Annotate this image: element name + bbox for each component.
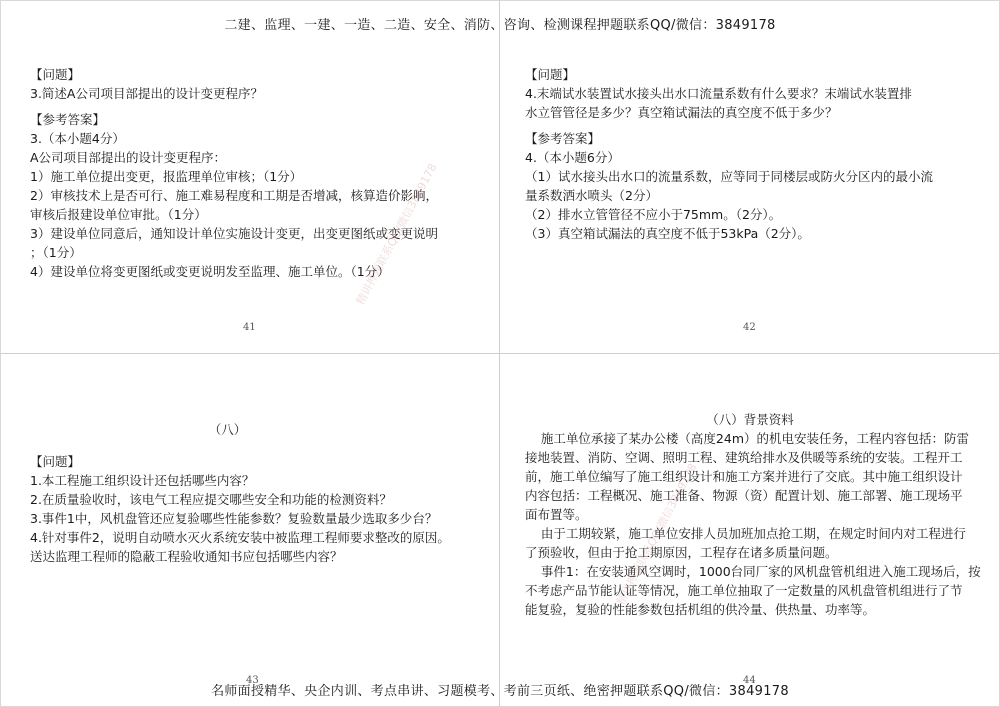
watermark: 精讲押题联系QQ/微信3849178 <box>353 161 440 308</box>
question-heading: 【问题】 <box>30 67 81 82</box>
section-title: （八） <box>208 422 247 437</box>
answer-heading: 【参考答案】 <box>525 131 601 146</box>
page-44 <box>525 429 990 619</box>
page-42 <box>525 65 985 243</box>
question-text: 3.简述A公司项目部提出的设计变更程序？ <box>30 86 263 101</box>
question-text: 1.本工程施工组织设计还包括哪些内容？ <box>30 473 255 488</box>
background-line: 由于工期较紧，施工单位安排人员加班加点抢工期，在规定时间内对工程进行 <box>525 526 966 541</box>
question-text: 水立管管径是多少？真空箱试漏法的真空度不低于多少？ <box>525 105 838 120</box>
answer-line: 审核后报建设单位审批。（1分） <box>30 207 207 222</box>
page-number: 42 <box>743 322 756 333</box>
question-heading: 【问题】 <box>525 67 576 82</box>
page-number: 41 <box>243 322 256 333</box>
answer-line: A公司项目部提出的设计变更程序： <box>30 150 227 165</box>
answer-line: 3）建设单位同意后，通知设计单位实施设计变更，出变更图纸或变更说明 <box>30 226 438 241</box>
page-41 <box>30 65 485 281</box>
answer-line: 1）施工单位提出变更，报监理单位审核；（1分） <box>30 169 303 184</box>
answer-line: 4）建设单位将变更图纸或变更说明发至监理、施工单位。（1分） <box>30 264 390 279</box>
background-line: 内容包括：工程概况、施工准备、物源（资）配置计划、施工部署、施工现场平 <box>525 488 963 503</box>
watermark: 精讲押题联系QQ/微信3849178 <box>613 461 700 608</box>
answer-heading: 【参考答案】 <box>30 112 106 127</box>
question-heading: 【问题】 <box>30 454 81 469</box>
question-text: 3.事件1中，风机盘管还应复验哪些性能参数？复验数量最少选取多少台？ <box>30 511 438 526</box>
section-title: （八）背景资料 <box>706 412 794 427</box>
page-43 <box>30 452 485 566</box>
answer-line: ；（1分） <box>30 245 82 260</box>
background-line: 施工单位承接了某办公楼（高度24m）的机电安装任务，工程内容包括：防雷 <box>525 431 969 446</box>
background-line: 事件1：在安装通风空调时，1000台同厂家的风机盘管机组进入施工现场后，按 <box>525 564 981 579</box>
question-text: 送达监理工程师的隐蔽工程验收通知书应包括哪些内容？ <box>30 549 343 564</box>
answer-line: 4.（本小题6分） <box>525 150 620 165</box>
header-banner: 二建、监理、一建、一造、二造、安全、消防、咨询、检测课程押题联系QQ/微信：3849178 <box>224 18 776 33</box>
background-line: 了预验收，但由于抢工期原因，工程存在诸多质量问题。 <box>525 545 838 560</box>
answer-line: 2）审核技术上是否可行、施工难易程度和工期是否增减，核算造价影响， <box>30 188 438 203</box>
background-line: 不考虑产品节能认证等情况，施工单位抽取了一定数量的风机盘管机组进行了节 <box>525 583 963 598</box>
footer-banner: 名师面授精华、央企内训、考点串讲、习题模考、考前三页纸、绝密押题联系QQ/微信：3849178 <box>211 684 789 699</box>
question-text: 4.针对事件2，说明自动喷水灭火系统安装中被监理工程师要求整改的原因。 <box>30 530 450 545</box>
answer-line: 3.（本小题4分） <box>30 131 125 146</box>
question-text: 2.在质量验收时，该电气工程应提交哪些安全和功能的检测资料？ <box>30 492 392 507</box>
page-number: 44 <box>743 675 756 686</box>
answer-line: （3）真空箱试漏法的真空度不低于53kPa（2分）。 <box>525 226 810 241</box>
answer-line: （2）排水立管管径不应小于75mm。（2分）。 <box>525 207 782 222</box>
page-number: 43 <box>246 675 259 686</box>
question-text: 4.末端试水装置试水接头出水口流量系数有什么要求？末端试水装置排 <box>525 86 912 101</box>
background-line: 前，施工单位编写了施工组织设计和施工方案并进行了交底。其中施工组织设计 <box>525 469 963 484</box>
background-line: 面布置等。 <box>525 507 588 522</box>
background-line: 接地装置、消防、空调、照明工程、建筑给排水及供暖等系统的安装。工程开工 <box>525 450 963 465</box>
answer-line: 量系数洒水喷头（2分） <box>525 188 658 203</box>
horizontal-divider <box>0 353 1000 354</box>
background-line: 能复验，复验的性能参数包括机组的供冷量、供热量、功率等。 <box>525 602 876 617</box>
answer-line: （1）试水接头出水口的流量系数，应等同于同楼层或防火分区内的最小流 <box>525 169 933 184</box>
